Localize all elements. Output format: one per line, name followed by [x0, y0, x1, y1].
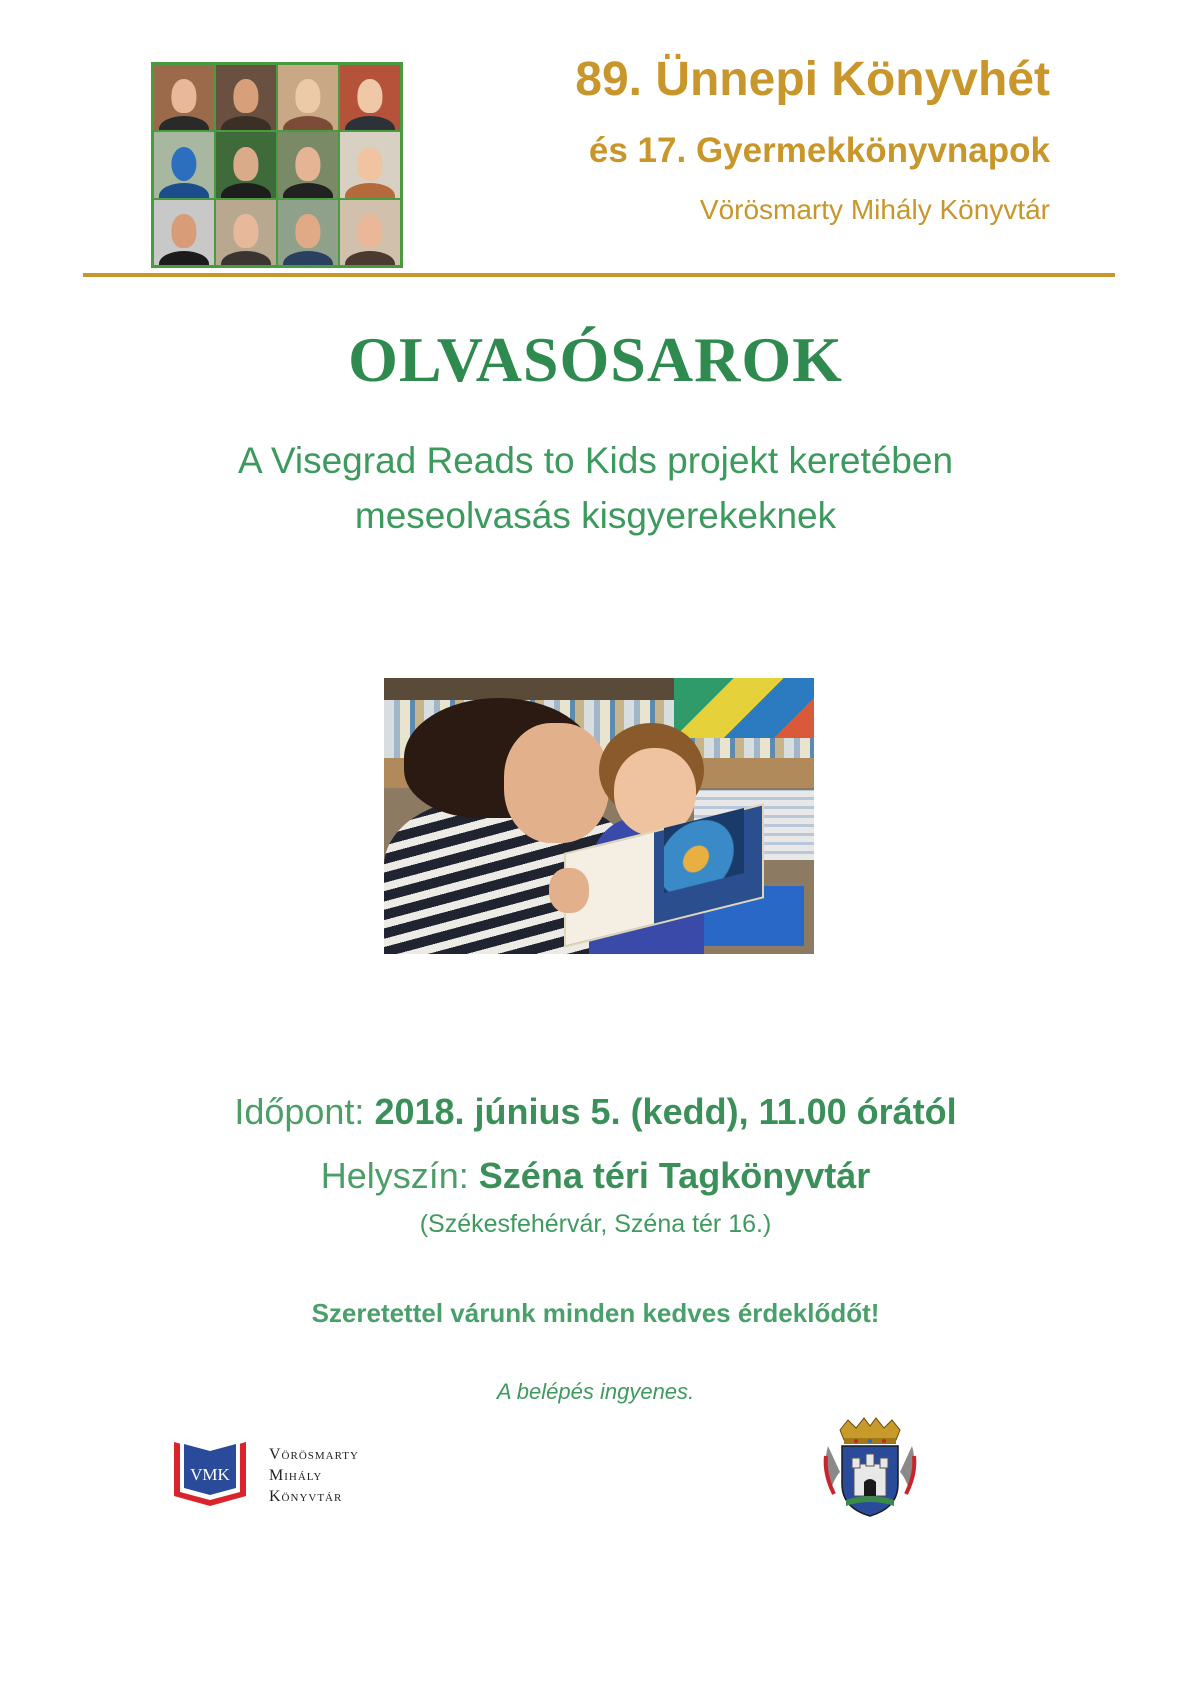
author-portrait: [340, 65, 400, 130]
author-portrait: [340, 132, 400, 197]
author-portrait: [216, 200, 276, 265]
city-crest-icon: [822, 1416, 918, 1520]
author-portrait: [278, 65, 338, 130]
author-portrait: [154, 200, 214, 265]
library-logo-text: [269, 1444, 359, 1507]
header-divider: [83, 273, 1115, 277]
welcome-message: Szeretettel várunk minden kedves érdeklődőt!: [311, 1298, 880, 1328]
author-portrait: [216, 65, 276, 130]
event-title: 89. Ünnepi Könyvhét: [575, 53, 1050, 106]
place-value: Széna téri Tagkönyvtár: [478, 1155, 871, 1196]
poster-title: OLVASÓSAROK: [348, 324, 843, 395]
author-collage: [151, 62, 403, 268]
logo-monogram: VMK: [190, 1465, 230, 1484]
date-value: 2018. június 5. (kedd), 11.00 órától: [374, 1091, 957, 1132]
author-portrait: [278, 132, 338, 197]
place-label: Helyszín:: [320, 1155, 469, 1196]
reading-photo: [384, 678, 814, 954]
author-portrait: [340, 200, 400, 265]
event-address: (Székesfehérvár, Széna tér 16.): [419, 1210, 772, 1238]
poster-subtitle-line-2: meseolvasás kisgyerekeknek: [354, 495, 837, 536]
library-logo-icon: [170, 1434, 250, 1510]
date-label: Időpont:: [234, 1091, 365, 1132]
event-subtitle: és 17. Gyermekkönyvnapok: [588, 131, 1050, 170]
logo-line-3: Könyvtár: [269, 1488, 343, 1505]
mascot-portrait: [154, 132, 214, 197]
library-name: Vörösmarty Mihály Könyvtár: [699, 194, 1050, 225]
logo-line-2: Mihály: [269, 1467, 323, 1484]
admission-note: A belépés ingyenes.: [496, 1379, 695, 1404]
event-place: [0, 1155, 1191, 1196]
author-portrait: [216, 132, 276, 197]
poster-subtitle-line-1: A Visegrad Reads to Kids projekt keretében: [237, 440, 954, 481]
author-portrait: [278, 200, 338, 265]
author-portrait: [154, 65, 214, 130]
logo-line-1: Vörösmarty: [269, 1446, 359, 1463]
event-date: [0, 1091, 1191, 1132]
